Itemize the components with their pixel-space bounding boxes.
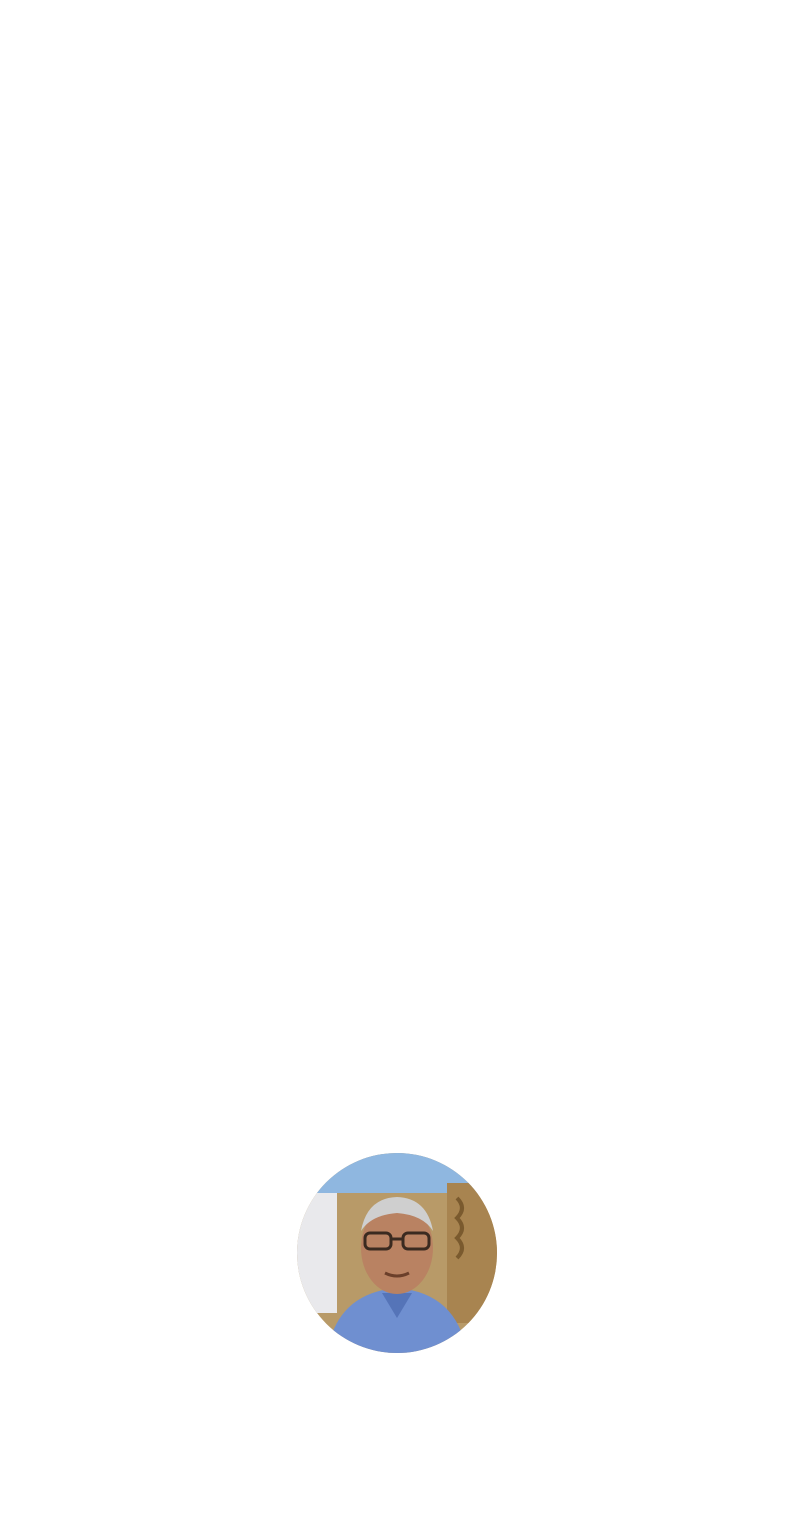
header-grade — [26, 443, 28, 445]
header-online — [18, 443, 20, 445]
table-header-row — [10, 443, 28, 445]
header-major — [14, 443, 16, 445]
header-class-standing — [22, 443, 24, 445]
avatar — [297, 1153, 497, 1353]
student-grades-table — [8, 441, 30, 447]
avatar-portrait-image — [297, 1153, 497, 1353]
header-student — [10, 443, 12, 445]
